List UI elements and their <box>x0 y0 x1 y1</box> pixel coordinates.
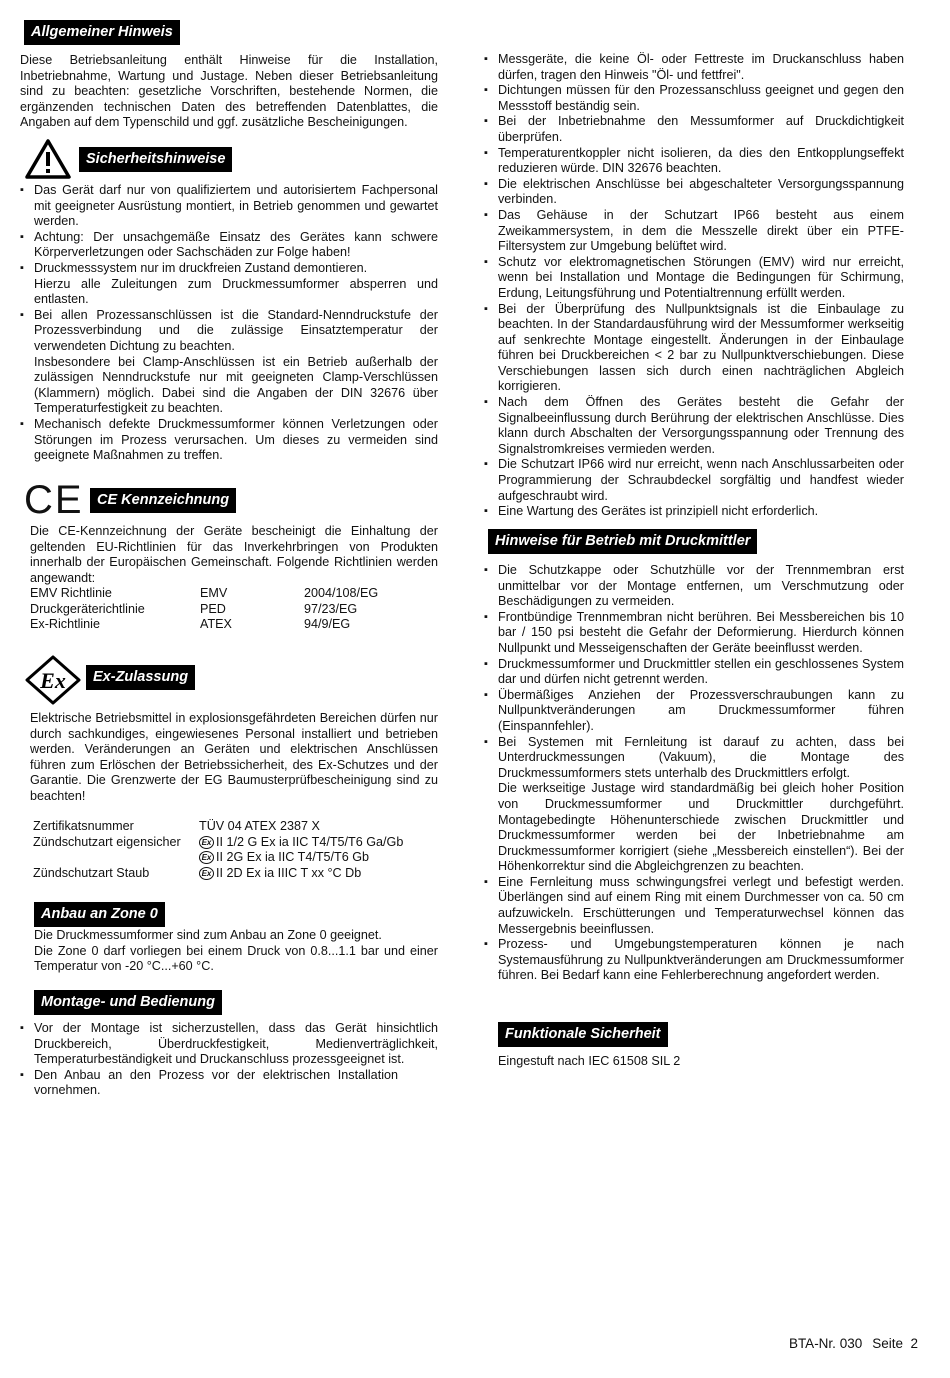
section-title-zone0: Anbau an Zone 0 <box>34 902 165 927</box>
section-title-funktional: Funktionale Sicherheit <box>498 1022 668 1047</box>
list-item: ▪ Dichtungen müssen für den Prozessanschluss geeignet und gegen den Messstoff beständig sein. <box>484 83 904 114</box>
zone0-text: Die Druckmessumformer sind zum Anbau an Zone 0 geeignet. Die Zone 0 darf vorliegen bei einem Druck von 0.8...1.1 bar und einer Temperatur von -20 °C...+60 °C. <box>34 928 438 974</box>
druckmittler-list <box>484 563 904 984</box>
list-item: ▪ Messgeräte, die keine Öl- oder Fettreste im Druckanschluss haben dürfen, tragen den Hinweis "Öl- und fettfrei". <box>484 52 904 83</box>
list-item: ▪ Die Schutzart IP66 wird nur erreicht, wenn nach Anschlussarbeiten oder Programmierung der Schraubdeckel sorgfältig und handfest wieder aufgeschraubt wird. <box>484 457 904 504</box>
section-title-sicherheit: Sicherheitshinweise <box>79 147 232 172</box>
ex-mark-icon <box>24 655 82 705</box>
list-item: ▪ Vor der Montage ist sicherzustellen, dass das Gerät hinsichtlich Druckbereich, Überdruckfestigkeit, Medienverträglichkeit, Temperaturbeständigkeit und Druckanschluss prozessgeeignet ist. <box>20 1021 438 1068</box>
list-item: ▪ Achtung: Der unsachgemäße Einsatz des Gerätes kann schwere Körperverletzungen oder Sachschäden zur Folge haben! <box>20 230 438 261</box>
table-row: Zündschutzart Staub Ex II 2D Ex ia IIIC T xx °C Db <box>33 865 362 880</box>
list-item: ▪ Den Anbau an den Prozess vor der elektrischen Installation vornehmen. <box>20 1068 438 1099</box>
list-item: ▪ Frontbündige Trennmembran nicht berühren. Bei Messbereichen bis 10 bar / 150 psi besteht die Gefahr der Deformierung. Hierdurch können Nullpunkt und Messeigenschaften der Geräte beeinflusst werden. <box>484 610 904 657</box>
list-item: ▪ Druckmessumformer und Druckmittler stellen ein geschlossenes System dar und dürfen nicht getrennt werden. <box>484 657 904 688</box>
ce-mark-icon: CE <box>24 478 84 522</box>
section-title-ex: Ex-Zulassung <box>86 665 195 690</box>
table-row: Ex II 2G Ex ia IIC T4/T5/T6 Gb <box>33 850 403 866</box>
list-item: ▪ Nach dem Öffnen des Gerätes besteht die Gefahr der Signalbeeinflussung durch Berührung der elektrischen Anschlüsse. Dies klann durch Abschalten der Versorgungsspannung oder Trennung des Signalstromkreises vermieden werden. <box>484 395 904 457</box>
ce-directive-table <box>30 586 378 633</box>
list-item: ▪ Temperaturentkoppler nicht isolieren, da dies den Entkopplungseffekt reduzieren würde. DIN 32676 beachten. <box>484 146 904 177</box>
list-item: ▪ Eine Fernleitung muss schwingungsfrei verlegt und befestigt werden. Überlängen sind auf einem Ring mit einem Durchmesser von ca. 50 cm aufzuwickeln. Erschütterungen und Temperaturwechsel können das Messergebnis beeinflussen. <box>484 875 904 937</box>
page-footer <box>779 1336 918 1352</box>
list-item: ▪ Bei allen Prozessanschlüssen ist die Standard-Nenndruckstufe der Prozessverbindung und die zulässige Einsatztemperatur der verwendeten Dichtung zu beachten. Insbesondere bei Clamp-Anschlüssen ist ein Betrieb außerhalb der zulässigen Nenndruckstufe nur mit geeigneten Clamp-Verschlüssen (Klammern) möglich. Dabei sind die Angaben der DIN 32676 über Temperaturfestigkeit zu beachten. <box>20 308 438 417</box>
svg-text:Ex: Ex <box>40 668 66 693</box>
ex-small-icon: Ex <box>199 836 214 849</box>
list-item: ▪ Übermäßiges Anziehen der Prozessverschraubungen kann zu Nullpunktveränderungen am Druckmessumformer führen (Einspannfehler). <box>484 688 904 735</box>
ex-small-icon: Ex <box>199 851 214 864</box>
right-list <box>484 52 904 520</box>
allgemein-text: Diese Betriebsanleitung enthält Hinweise für die Installation, Inbetriebnahme, Wartung und Justage. Neben dieser Betriebsanleitung sind zu beachten: gesetzliche Vorschriften, bestehende Normen, die ergänzenden technischen Daten des betreffenden Datenblattes, die Angaben auf dem Typenschild und ggf. zusätzliche Bescheinigungen. <box>20 53 438 130</box>
table-row: Zertifikatsnummer TÜV 04 ATEX 2387 X <box>33 819 320 833</box>
section-title-montage: Montage- und Bedienung <box>34 990 222 1015</box>
list-item: ▪ Bei der Inbetriebnahme den Messumformer auf Druckdichtigkeit überprüfen. <box>484 114 904 145</box>
ex-text: Elektrische Betriebsmittel in explosionsgefährdeten Bereichen dürfen nur durch sachkundiges, eingewiesenes Personal installiert und betrieben werden. Veränderungen an Geräten und elektrischen Anschlüssen führen zum Erlöschen der Betriebssicherheit, des Ex-Schutzes und der Garantie. Die Grenzwerte der EG Baumusterprüfbescheinigung sind zu beachten! <box>30 711 438 803</box>
list-item: ▪ Eine Wartung des Gerätes ist prinzipiell nicht erforderlich. <box>484 504 904 520</box>
ex-approval-table <box>33 819 403 881</box>
list-item: ▪ Das Gerät darf nur von qualifiziertem und autorisiertem Fachpersonal mit geeigneter Ausrüstung montiert, in Betrieb genommen und gewartet werden. <box>20 183 438 230</box>
list-item: ▪ Mechanisch defekte Druckmessumformer können Verletzungen oder Störungen im Prozess verursachen. Um dieses zu vermeiden sind geeignete Maßnahmen zu treffen. <box>20 417 438 464</box>
table-row: EMV Richtlinie EMV 2004/108/EG <box>30 586 379 600</box>
list-item: ▪ Bei der Überprüfung des Nullpunktsignals ist die Einbaulage zu beachten. In der Standardausführung wird der Messumformer werkseitig auf senkrechte Montage eingestellt. Änderungen in der Einbaulage führen bei Druckbereichen < 2 bar zu Nullpunktverschiebungen. Diese Verschiebungen lassen sich durch einen nachträglichen Abgleich korrigieren. <box>484 302 904 396</box>
page-number: Seite 2 <box>872 1336 918 1351</box>
montage-list <box>20 1021 438 1099</box>
sicherheit-list <box>20 183 438 464</box>
table-row: Zündschutzart eigensicher Ex II 1/2 G Ex ia IIC T4/T5/T6 Ga/Gb <box>33 834 404 849</box>
table-row: Ex-Richtlinie ATEX 94/9/EG <box>30 617 351 632</box>
list-item: ▪ Das Gehäuse in der Schutzart IP66 besteht aus einem Zweikammersystem, in dem die Messzelle direkt über ein PTFE-Filtersystem zur Umgebung belüftet wird. <box>484 208 904 255</box>
list-item: ▪ Die Schutzkappe oder Schutzhülle vor der Trennmembran erst unmittelbar vor der Montage entfernen, um Verschmutzung oder Beschädigungen zu vermeiden. <box>484 563 904 610</box>
list-item: ▪ Prozess- und Umgebungstemperaturen können je nach Systemausführung zu Nullpunktveränderungen am Druckmessumformer führen. Bei Bedarf kann eine Fehlerberechnung angefordert werden. <box>484 937 904 984</box>
table-row: Druckgeräterichtlinie PED 97/23/EG <box>30 601 358 616</box>
section-title-allgemein: Allgemeiner Hinweis <box>24 20 180 45</box>
warning-icon <box>24 138 72 180</box>
ce-text: Die CE-Kennzeichnung der Geräte bescheinigt die Einhaltung der geltenden EU-Richtlinien für das Inverkehrbringen von Produkten innerhalb der Europäischen Gemeinschaft. Folgende Richtlinien werden angewandt: <box>30 524 438 585</box>
list-item: ▪ Schutz vor elektromagnetischen Störungen (EMV) wird nur erreicht, wenn bei Installation und Montage die Bedingungen für Schirmung, Erdung, Leitungsführung und Potentialtrennung erfüllt werden. <box>484 255 904 302</box>
ex-small-icon: Ex <box>199 867 214 880</box>
list-item: ▪ Die elektrischen Anschlüsse bei abgeschalteter Versorgungsspannung verbinden. <box>484 177 904 208</box>
document-number: BTA-Nr. 030 <box>788 1336 863 1351</box>
list-item: ▪ Bei Systemen mit Fernleitung ist darauf zu achten, dass bei Unterdruckmessungen (Vakuum), die Montage des Druckmessumformers stets unterhalb des Druckmittlers erfolgt. Die werkseitige Justage wird standardmäßig bei gleich hoher Position von Druckmessumformer und Druckmittler durchgeführt. Montagebedingte Höhenunterschiede zwischen Druckmittler und Druckmessumformer werden bei der Inbetriebnahme am Druckmessumformer korrigiert (siehe „Messbereich einstellen“). Bei der Höhenkorrektur sind die Abgleichgrenzen zu beachten. <box>484 735 904 875</box>
list-item: ▪ Druckmesssystem nur im druckfreien Zustand demontieren. Hierzu alle Zuleitungen zum Druckmessumformer absperren und entlasten. <box>20 261 438 308</box>
funktional-text: Eingestuft nach IEC 61508 SIL 2 <box>498 1054 681 1068</box>
section-title-druckmittler: Hinweise für Betrieb mit Druckmittler <box>488 529 757 554</box>
section-title-ce: CE Kennzeichnung <box>90 488 236 513</box>
